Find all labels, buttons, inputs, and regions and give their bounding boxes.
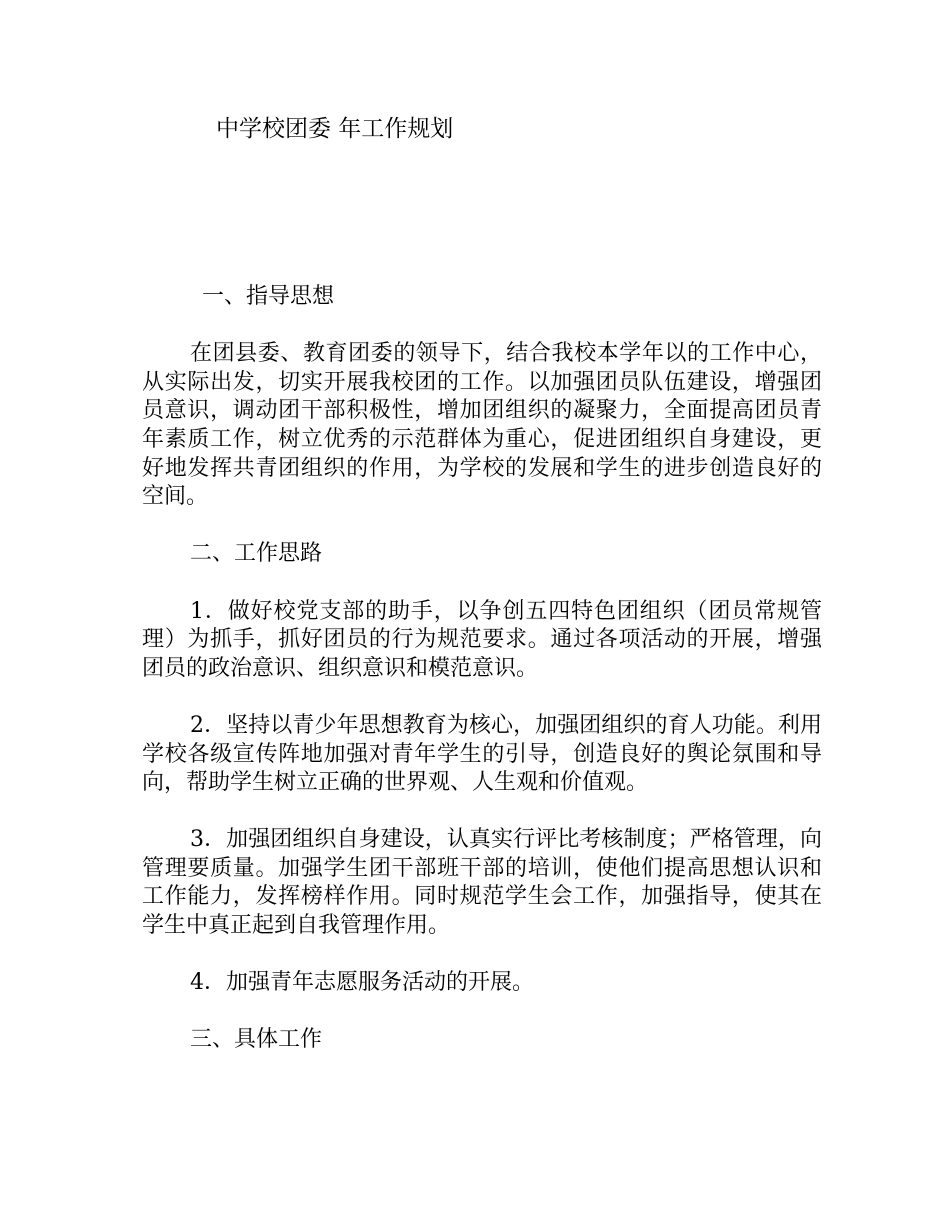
section-heading-guiding-ideology: 一、指导思想 <box>202 284 335 309</box>
paragraph-approach-1: 1．做好校党支部的助手，以争创五四特色团组织（团员常规管理）为抓手，抓好团员的行为规范要求。通过各项活动的开展，增强团员的政治意识、组织意识和模范意识。 <box>142 598 822 681</box>
section-heading-specific-work: 三、具体工作 <box>190 1027 323 1053</box>
page-title: 中学校团委 年工作规划 <box>216 116 454 142</box>
paragraph-gap <box>142 798 822 827</box>
paragraph-gap <box>142 569 822 598</box>
paragraph-gap <box>142 683 822 712</box>
paragraph-approach-3: 3．加强团组织自身建设，认真实行评比考核制度；严格管理，向管理要质量。加强学生团干部班干部的培训，使他们提高思想认识和工作能力，发挥榜样作用。同时规范学生会工作，加强指导，使其在学生中真正起到自我管理作用。 <box>142 827 822 939</box>
paragraph-gap <box>142 941 822 970</box>
paragraph-gap <box>142 312 822 341</box>
paragraph-gap <box>142 512 822 541</box>
section-heading-work-approach: 二、工作思路 <box>190 541 323 567</box>
paragraph-guiding-ideology: 在团县委、教育团委的领导下，结合我校本学年以的工作中心，从实际出发，切实开展我校团的工作。以加强团员队伍建设，增强团员意识，调动团干部积极性，增加团组织的凝聚力，全面提高团员青年素质工作，树立优秀的示范群体为重心，促进团组织自身建设，更好地发挥共青团组织的作用，为学校的发展和学生的进步创造良好的空间。 <box>142 341 822 510</box>
paragraph-approach-2: 2．坚持以青少年思想教育为核心，加强团组织的育人功能。利用学校各级宣传阵地加强对青年学生的引导，创造良好的舆论氛围和导向，帮助学生树立正确的世界观、人生观和价值观。 <box>142 712 822 796</box>
document-body <box>142 283 822 1055</box>
paragraph-gap <box>142 998 822 1027</box>
paragraph-approach-4: 4．加强青年志愿服务活动的开展。 <box>190 970 534 996</box>
